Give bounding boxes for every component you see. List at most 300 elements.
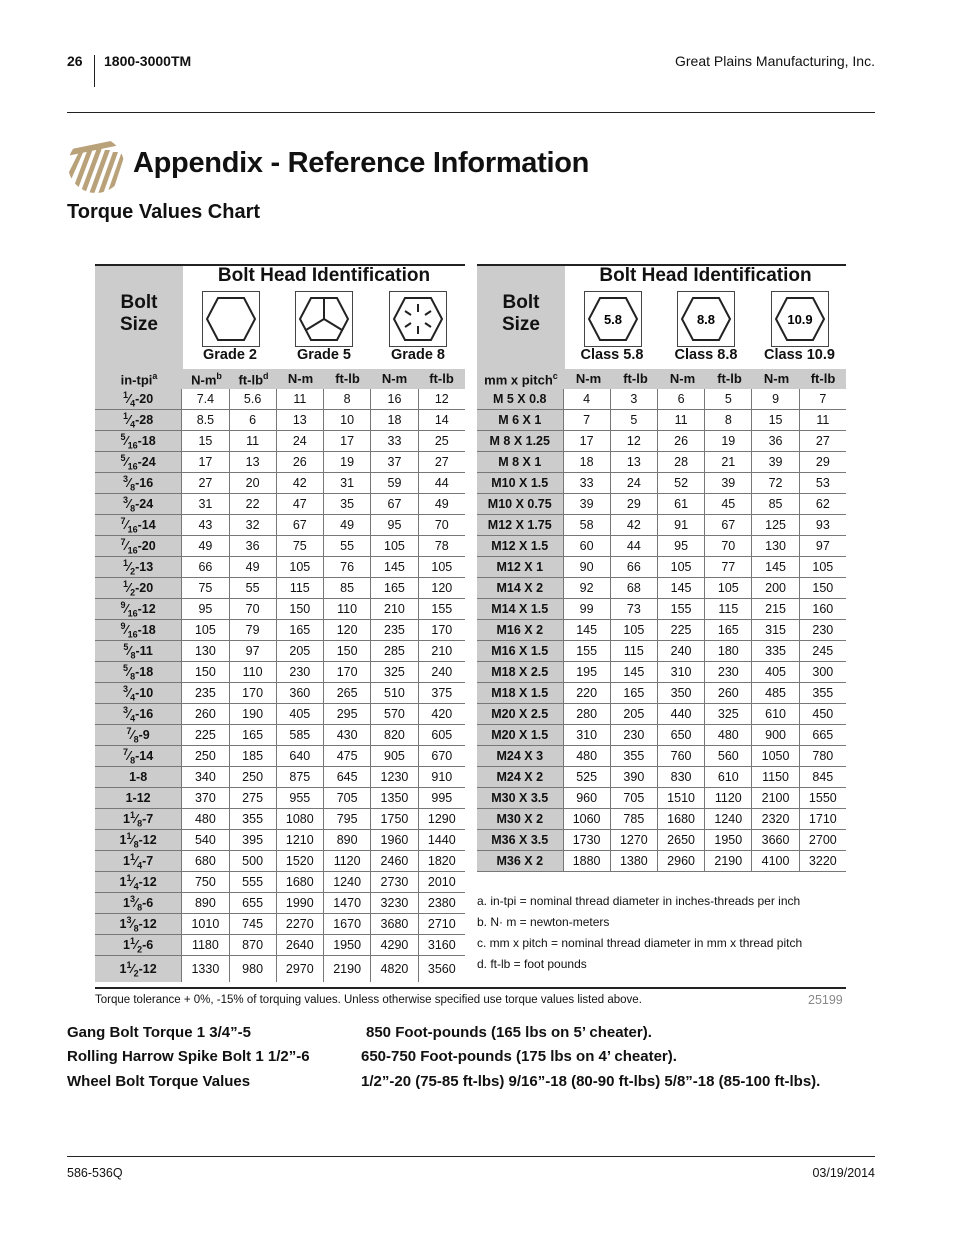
torque-value-cell: 1680 <box>276 872 323 893</box>
class-5-8-hex-icon <box>585 292 641 346</box>
bolt-size-cell: $1^1⁄_4-12$ <box>95 872 182 893</box>
torque-value-cell: 260 <box>182 704 229 725</box>
torque-value-cell: 33 <box>371 431 418 452</box>
torque-value-cell: 2970 <box>276 956 323 983</box>
table-row <box>477 662 846 683</box>
table-row <box>95 830 465 851</box>
bolt-size-cell: M18 X 2.5 <box>477 662 563 683</box>
class-8-8-nm-header: N-m <box>669 371 696 386</box>
torque-value-cell: 8 <box>323 389 370 410</box>
torque-value-cell: 335 <box>752 641 799 662</box>
bolt-size-cell: $^5⁄_8-18$ <box>95 662 182 683</box>
table-row <box>95 494 465 515</box>
bolt-size-cell: M12 X 1 <box>477 557 563 578</box>
table-row <box>95 914 465 935</box>
torque-value-cell: 875 <box>276 767 323 788</box>
table-row <box>95 893 465 914</box>
torque-value-cell: 27 <box>799 431 846 452</box>
torque-value-cell: 250 <box>229 767 276 788</box>
torque-value-cell: 75 <box>182 578 229 599</box>
table-row <box>95 767 465 788</box>
header-divider <box>94 55 95 87</box>
torque-value-cell: 3230 <box>371 893 418 914</box>
bolt-size-cell: $^7⁄_{16}-20$ <box>95 536 182 557</box>
torque-value-cell: 2380 <box>418 893 465 914</box>
table-row <box>477 452 846 473</box>
torque-value-cell: 1710 <box>799 809 846 830</box>
torque-value-cell: 17 <box>182 452 229 473</box>
torque-value-cell: 205 <box>276 641 323 662</box>
torque-value-cell: 4 <box>563 389 610 410</box>
table-row <box>477 851 846 872</box>
table-row <box>95 788 465 809</box>
bolt-size-cell: 1-8 <box>95 767 182 788</box>
bolt-size-cell: M36 X 3.5 <box>477 830 563 851</box>
torque-value-cell: 155 <box>418 599 465 620</box>
torque-value-cell: 95 <box>657 536 704 557</box>
torque-value-cell: 145 <box>610 662 657 683</box>
bolt-size-cell: $1^1⁄_2-12$ <box>95 956 182 983</box>
table-row <box>95 515 465 536</box>
torque-value-cell: 200 <box>752 578 799 599</box>
torque-value-cell: 1950 <box>705 830 752 851</box>
bolt-size-cell: M16 X 1.5 <box>477 641 563 662</box>
table-row <box>95 809 465 830</box>
torque-value-cell: 120 <box>418 578 465 599</box>
torque-value-cell: 105 <box>799 557 846 578</box>
table-row <box>95 725 465 746</box>
torque-value-cell: 39 <box>705 473 752 494</box>
torque-value-cell: 7 <box>563 410 610 431</box>
footnote: d. ft-lb = foot pounds <box>477 957 587 971</box>
torque-value-cell: 1080 <box>276 809 323 830</box>
torque-value-cell: 610 <box>752 704 799 725</box>
torque-value-cell: 52 <box>657 473 704 494</box>
torque-value-cell: 3220 <box>799 851 846 872</box>
torque-value-cell: 8 <box>705 410 752 431</box>
table-row <box>477 620 846 641</box>
footnote: a. in-tpi = nominal thread diameter in inches-threads per inch <box>477 894 801 908</box>
tolerance-note: Torque tolerance + 0%, -15% of torquing values. Unless otherwise specified use torque values listed above. <box>95 994 642 1006</box>
torque-value-cell: 66 <box>610 557 657 578</box>
torque-value-cell: 1950 <box>323 935 370 956</box>
class-8-8-head <box>677 291 735 347</box>
grade-5-nm-header: N-m <box>287 371 314 386</box>
torque-value-cell: 280 <box>563 704 610 725</box>
torque-value-cell: 4100 <box>752 851 799 872</box>
torque-value-cell: 705 <box>610 788 657 809</box>
torque-value-cell: 10 <box>323 410 370 431</box>
table-row <box>95 935 465 956</box>
torque-value-cell: 155 <box>657 599 704 620</box>
torque-value-cell: 230 <box>799 620 846 641</box>
table-row <box>95 956 465 983</box>
torque-value-cell: 130 <box>752 536 799 557</box>
torque-value-cell: 155 <box>563 641 610 662</box>
torque-value-cell: 49 <box>182 536 229 557</box>
table-row <box>95 578 465 599</box>
torque-value-cell: 165 <box>610 683 657 704</box>
table-row <box>477 389 846 410</box>
grade-8-hex-icon <box>390 292 446 346</box>
torque-value-cell: 1990 <box>276 893 323 914</box>
torque-value-cell: 67 <box>276 515 323 536</box>
torque-value-cell: 355 <box>799 683 846 704</box>
torque-value-cell: 97 <box>799 536 846 557</box>
torque-value-cell: 1520 <box>276 851 323 872</box>
torque-value-cell: 560 <box>705 746 752 767</box>
table-row <box>477 473 846 494</box>
torque-value-cell: 130 <box>182 641 229 662</box>
torque-value-cell: 29 <box>799 452 846 473</box>
torque-value-cell: 105 <box>276 557 323 578</box>
torque-value-cell: 27 <box>418 452 465 473</box>
torque-value-cell: 325 <box>705 704 752 725</box>
torque-value-cell: 150 <box>182 662 229 683</box>
torque-value-cell: 20 <box>229 473 276 494</box>
right-size-col-header: mm x pitch$^c$ <box>484 371 558 388</box>
torque-value-cell: 35 <box>323 494 370 515</box>
torque-value-cell: 480 <box>563 746 610 767</box>
torque-value-cell: 980 <box>229 956 276 983</box>
torque-value-cell: 1550 <box>799 788 846 809</box>
torque-value-cell: 1180 <box>182 935 229 956</box>
torque-value-cell: 370 <box>182 788 229 809</box>
grade-2-hex-icon <box>203 292 259 346</box>
torque-value-cell: 11 <box>657 410 704 431</box>
bolt-size-cell: M24 X 3 <box>477 746 563 767</box>
footer-rule <box>67 1156 875 1157</box>
bolt-size-cell: $1^1⁄_8-7$ <box>95 809 182 830</box>
torque-value-cell: 610 <box>705 767 752 788</box>
torque-value-cell: 115 <box>705 599 752 620</box>
torque-value-cell: 66 <box>182 557 229 578</box>
class-10-9-ftlb-header: ft-lb <box>810 371 836 386</box>
torque-value-cell: 99 <box>563 599 610 620</box>
torque-value-cell: 165 <box>371 578 418 599</box>
torque-value-cell: 76 <box>323 557 370 578</box>
torque-value-cell: 1350 <box>371 788 418 809</box>
table-row <box>95 662 465 683</box>
torque-value-cell: 795 <box>323 809 370 830</box>
torque-value-cell: 11 <box>229 431 276 452</box>
table-row <box>477 809 846 830</box>
torque-value-cell: 1820 <box>418 851 465 872</box>
figure-id: 25199 <box>808 993 843 1007</box>
torque-value-cell: 110 <box>323 599 370 620</box>
bolt-size-cell: $^1⁄_4-28$ <box>95 410 182 431</box>
bolt-size-cell: M 8 X 1 <box>477 452 563 473</box>
bolt-size-cell: M14 X 1.5 <box>477 599 563 620</box>
torque-value-cell: 115 <box>610 641 657 662</box>
torque-value-cell: 24 <box>610 473 657 494</box>
table-row <box>95 704 465 725</box>
spike-bolt-label: Rolling Harrow Spike Bolt 1 1/2”-6 <box>67 1048 310 1065</box>
torque-value-cell: 170 <box>323 662 370 683</box>
torque-value-cell: 905 <box>371 746 418 767</box>
torque-value-cell: 2700 <box>799 830 846 851</box>
torque-value-cell: 310 <box>657 662 704 683</box>
torque-value-cell: 185 <box>229 746 276 767</box>
bolt-size-cell: $^7⁄_{16}-14$ <box>95 515 182 536</box>
left-bolt-head-heading: Bolt Head Identification <box>217 265 431 286</box>
torque-value-cell: 215 <box>752 599 799 620</box>
class-5-8-head <box>584 291 642 347</box>
torque-value-cell: 28 <box>657 452 704 473</box>
torque-value-cell: 1960 <box>371 830 418 851</box>
torque-value-cell: 97 <box>229 641 276 662</box>
bolt-size-cell: M24 X 2 <box>477 767 563 788</box>
bolt-size-cell: $^1⁄_2-13$ <box>95 557 182 578</box>
bolt-size-cell: $^3⁄_4-10$ <box>95 683 182 704</box>
torque-value-cell: 53 <box>799 473 846 494</box>
torque-value-cell: 745 <box>229 914 276 935</box>
torque-value-cell: 235 <box>371 620 418 641</box>
torque-value-cell: 910 <box>418 767 465 788</box>
torque-value-cell: 91 <box>657 515 704 536</box>
table-row <box>95 557 465 578</box>
torque-value-cell: 105 <box>418 557 465 578</box>
torque-value-cell: 3160 <box>418 935 465 956</box>
torque-value-cell: 55 <box>229 578 276 599</box>
torque-value-cell: 2710 <box>418 914 465 935</box>
torque-value-cell: 70 <box>705 536 752 557</box>
company-logo <box>67 136 125 194</box>
table-row <box>477 746 846 767</box>
torque-value-cell: 3680 <box>371 914 418 935</box>
torque-value-cell: 17 <box>563 431 610 452</box>
table-row <box>477 788 846 809</box>
torque-value-cell: 555 <box>229 872 276 893</box>
torque-value-cell: 60 <box>563 536 610 557</box>
torque-value-cell: 650 <box>657 725 704 746</box>
torque-value-cell: 85 <box>752 494 799 515</box>
table-row <box>95 620 465 641</box>
torque-value-cell: 355 <box>229 809 276 830</box>
torque-value-cell: 480 <box>705 725 752 746</box>
bolt-size-cell: M16 X 2 <box>477 620 563 641</box>
torque-value-cell: 6 <box>229 410 276 431</box>
torque-value-cell: 2320 <box>752 809 799 830</box>
torque-value-cell: 240 <box>418 662 465 683</box>
torque-value-cell: 605 <box>418 725 465 746</box>
torque-value-cell: 210 <box>418 641 465 662</box>
table-row <box>477 767 846 788</box>
torque-value-cell: 3660 <box>752 830 799 851</box>
torque-value-cell: 61 <box>657 494 704 515</box>
torque-value-cell: 1680 <box>657 809 704 830</box>
bolt-size-cell: $^7⁄_8-9$ <box>95 725 182 746</box>
grade-5-hex-icon <box>296 292 352 346</box>
torque-value-cell: 165 <box>229 725 276 746</box>
torque-value-cell: 70 <box>229 599 276 620</box>
torque-value-cell: 3560 <box>418 956 465 983</box>
torque-value-cell: 225 <box>182 725 229 746</box>
torque-value-cell: 24 <box>276 431 323 452</box>
torque-value-cell: 29 <box>610 494 657 515</box>
bolt-size-cell: $^1⁄_2-20$ <box>95 578 182 599</box>
wheel-bolt-value: 1/2”-20 (75-85 ft-lbs) 9/16”-18 (80-90 ft-lbs) 5/8”-18 (85-100 ft-lbs). <box>361 1073 821 1090</box>
grade-5-label: Grade 5 <box>297 347 351 363</box>
class-10-9-nm-header: N-m <box>763 371 790 386</box>
torque-value-cell: 890 <box>323 830 370 851</box>
torque-value-cell: 18 <box>371 410 418 431</box>
torque-value-cell: 12 <box>610 431 657 452</box>
torque-value-cell: 4820 <box>371 956 418 983</box>
torque-value-cell: 85 <box>323 578 370 599</box>
torque-value-cell: 95 <box>182 599 229 620</box>
bolt-size-cell: M 8 X 1.25 <box>477 431 563 452</box>
torque-value-cell: 1240 <box>705 809 752 830</box>
torque-value-cell: 75 <box>276 536 323 557</box>
torque-value-cell: 295 <box>323 704 370 725</box>
torque-value-cell: 2190 <box>705 851 752 872</box>
bolt-size-cell: $1^1⁄_2-6$ <box>95 935 182 956</box>
torque-value-cell: 13 <box>610 452 657 473</box>
bolt-size-cell: M10 X 1.5 <box>477 473 563 494</box>
table-row <box>95 410 465 431</box>
class-10-9-head <box>771 291 829 347</box>
bolt-size-cell: 1-12 <box>95 788 182 809</box>
header-rule <box>67 112 875 113</box>
torque-value-cell: 1510 <box>657 788 704 809</box>
torque-value-cell: 2190 <box>323 956 370 983</box>
torque-value-cell: 145 <box>657 578 704 599</box>
torque-value-cell: 170 <box>418 620 465 641</box>
bolt-size-cell: $^7⁄_8-14$ <box>95 746 182 767</box>
torque-value-cell: 14 <box>418 410 465 431</box>
torque-value-cell: 16 <box>371 389 418 410</box>
torque-value-cell: 525 <box>563 767 610 788</box>
torque-value-cell: 26 <box>276 452 323 473</box>
torque-value-cell: 360 <box>276 683 323 704</box>
bolt-size-cell: M36 X 2 <box>477 851 563 872</box>
table-row <box>477 704 846 725</box>
torque-value-cell: 275 <box>229 788 276 809</box>
table-row <box>477 431 846 452</box>
torque-value-cell: 205 <box>610 704 657 725</box>
torque-value-cell: 1150 <box>752 767 799 788</box>
torque-value-cell: 18 <box>563 452 610 473</box>
class-8-8-ftlb-header: ft-lb <box>717 371 742 386</box>
torque-value-cell: 67 <box>371 494 418 515</box>
bolt-size-cell: $1^1⁄_8-12$ <box>95 830 182 851</box>
torque-value-cell: 705 <box>323 788 370 809</box>
torque-value-cell: 585 <box>276 725 323 746</box>
bolt-size-cell: M10 X 0.75 <box>477 494 563 515</box>
torque-value-cell: 1290 <box>418 809 465 830</box>
torque-value-cell: 480 <box>182 809 229 830</box>
torque-value-cell: 230 <box>276 662 323 683</box>
torque-value-cell: 15 <box>182 431 229 452</box>
torque-value-cell: 995 <box>418 788 465 809</box>
torque-value-cell: 105 <box>182 620 229 641</box>
torque-value-cell: 2010 <box>418 872 465 893</box>
torque-value-cell: 900 <box>752 725 799 746</box>
torque-value-cell: 390 <box>610 767 657 788</box>
torque-value-cell: 42 <box>610 515 657 536</box>
torque-value-cell: 36 <box>752 431 799 452</box>
grade-8-ftlb-header: ft-lb <box>429 371 454 386</box>
torque-value-cell: 830 <box>657 767 704 788</box>
torque-value-cell: 150 <box>799 578 846 599</box>
table-row <box>477 830 846 851</box>
torque-value-cell: 22 <box>229 494 276 515</box>
table-row <box>477 515 846 536</box>
bolt-size-cell: M12 X 1.75 <box>477 515 563 536</box>
torque-value-cell: 1380 <box>610 851 657 872</box>
torque-value-cell: 655 <box>229 893 276 914</box>
table-row <box>477 641 846 662</box>
torque-value-cell: 475 <box>323 746 370 767</box>
table-row <box>95 452 465 473</box>
torque-value-cell: 49 <box>323 515 370 536</box>
bolt-size-cell: $^9⁄_{16}-18$ <box>95 620 182 641</box>
torque-value-cell: 265 <box>323 683 370 704</box>
torque-value-cell: 21 <box>705 452 752 473</box>
torque-value-cell: 250 <box>182 746 229 767</box>
torque-value-cell: 640 <box>276 746 323 767</box>
torque-value-cell: 325 <box>371 662 418 683</box>
torque-value-cell: 310 <box>563 725 610 746</box>
torque-value-cell: 510 <box>371 683 418 704</box>
torque-value-cell: 1230 <box>371 767 418 788</box>
torque-value-cell: 485 <box>752 683 799 704</box>
torque-value-cell: 13 <box>229 452 276 473</box>
torque-value-cell: 230 <box>610 725 657 746</box>
torque-value-cell: 190 <box>229 704 276 725</box>
torque-value-cell: 870 <box>229 935 276 956</box>
torque-value-cell: 19 <box>323 452 370 473</box>
grade-2-label: Grade 2 <box>203 347 257 363</box>
class-8-8-hex-icon <box>678 292 734 346</box>
gang-bolt-label: Gang Bolt Torque 1 3/4”-5 <box>67 1024 251 1041</box>
torque-value-cell: 210 <box>371 599 418 620</box>
torque-value-cell: 1440 <box>418 830 465 851</box>
bolt-size-cell: M 5 X 0.8 <box>477 389 563 410</box>
grade-5-head <box>295 291 353 347</box>
torque-value-cell: 17 <box>323 431 370 452</box>
table-row <box>95 683 465 704</box>
torque-value-cell: 27 <box>182 473 229 494</box>
torque-value-cell: 780 <box>799 746 846 767</box>
footnote: b. N· m = newton-meters <box>477 915 610 929</box>
bolt-size-cell: M18 X 1.5 <box>477 683 563 704</box>
page-number: 26 <box>67 53 83 69</box>
torque-value-cell: 42 <box>276 473 323 494</box>
grade-8-head <box>389 291 447 347</box>
torque-value-cell: 750 <box>182 872 229 893</box>
torque-value-cell: 5 <box>705 389 752 410</box>
inch-torque-table <box>95 389 465 982</box>
torque-value-cell: 11 <box>799 410 846 431</box>
torque-value-cell: 195 <box>563 662 610 683</box>
torque-value-cell: 1470 <box>323 893 370 914</box>
class-10-9-label: Class 10.9 <box>764 347 835 363</box>
bolt-size-cell: $^3⁄_8-24$ <box>95 494 182 515</box>
torque-value-cell: 105 <box>610 620 657 641</box>
torque-value-cell: 39 <box>563 494 610 515</box>
grade-2-head <box>202 291 260 347</box>
left-size-col-header: in-tpi$^a$ <box>120 371 158 388</box>
table-row <box>95 599 465 620</box>
torque-value-cell: 145 <box>563 620 610 641</box>
torque-value-cell: 570 <box>371 704 418 725</box>
torque-value-cell: 1270 <box>610 830 657 851</box>
torque-value-cell: 300 <box>799 662 846 683</box>
wheel-bolt-label: Wheel Bolt Torque Values <box>67 1073 251 1090</box>
torque-value-cell: 7.4 <box>182 389 229 410</box>
